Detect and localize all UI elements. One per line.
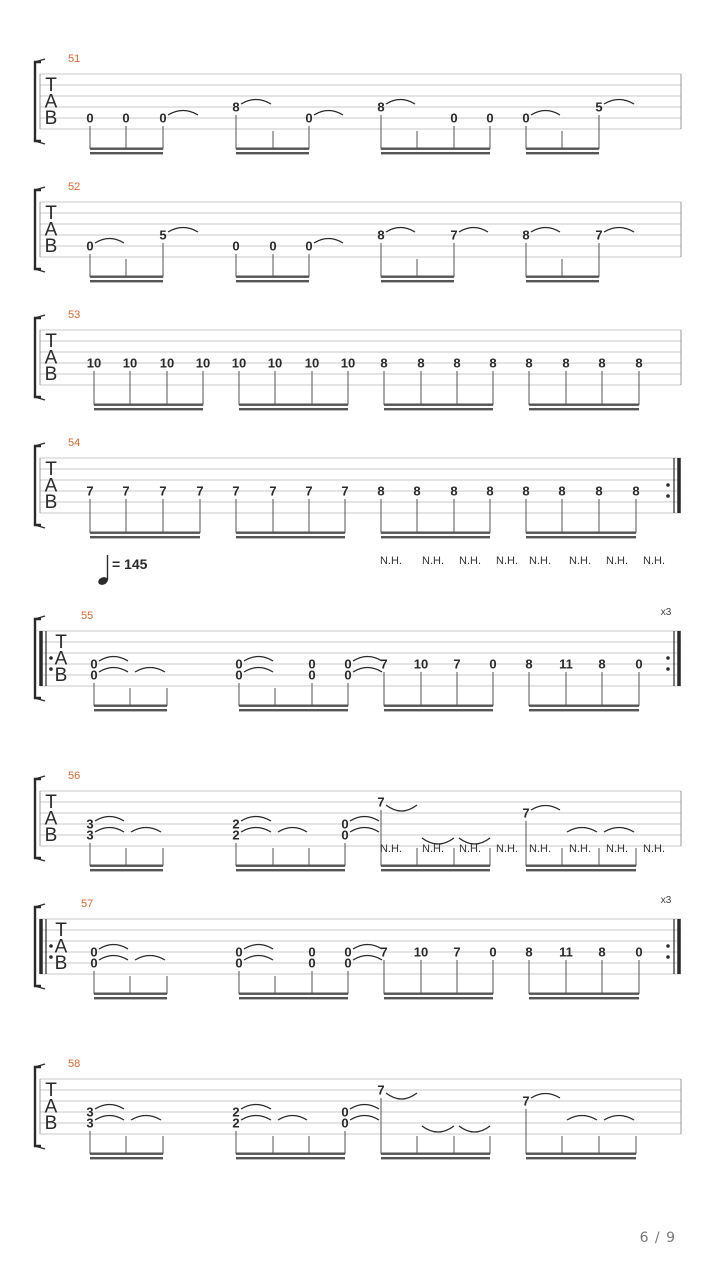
tie-arc <box>567 828 597 833</box>
fret-number: 0 <box>308 667 316 683</box>
beam-primary <box>90 1153 163 1155</box>
beam-secondary <box>381 536 490 538</box>
fret-number: 0 <box>635 656 643 672</box>
beam-primary <box>90 865 163 867</box>
fret-number: 5 <box>595 99 603 115</box>
beam-secondary <box>236 152 309 154</box>
repeat-count: x3 <box>660 895 672 906</box>
tie-arc <box>531 111 560 116</box>
tie-arc <box>241 1105 271 1110</box>
fret-number: 8 <box>598 355 606 371</box>
fret-number: 3 <box>86 1104 94 1120</box>
beam-primary <box>239 993 348 995</box>
tie-arc <box>95 239 124 244</box>
tie-arc <box>95 1116 124 1121</box>
tie-arc <box>531 1094 560 1099</box>
fret-number: 0 <box>235 955 243 971</box>
beam-secondary <box>239 997 348 999</box>
fret-number: 10 <box>304 355 320 371</box>
tab-clef-letter: A <box>44 1096 58 1118</box>
beam-primary <box>384 993 493 995</box>
tab-clef-letter: A <box>44 808 58 830</box>
fret-number: 0 <box>344 656 352 672</box>
tie-arc <box>353 945 382 950</box>
beam-secondary <box>526 280 599 282</box>
tie-arc <box>135 956 165 961</box>
tie-arc <box>314 239 343 244</box>
measure-number: 54 <box>68 437 81 449</box>
beam-primary <box>526 1153 636 1155</box>
fret-number: 0 <box>90 667 98 683</box>
tie-arc <box>131 828 161 833</box>
tie-arc <box>350 828 379 833</box>
tie-arc <box>168 228 198 233</box>
tie-arc <box>99 657 128 662</box>
tie-arc <box>95 1105 124 1110</box>
tie-arc <box>131 1116 161 1121</box>
fret-number: 7 <box>232 483 240 499</box>
fret-number: 0 <box>341 1104 349 1120</box>
tab-clef-letter: T <box>55 920 67 941</box>
fret-number: 0 <box>344 955 352 971</box>
beam-primary <box>529 993 639 995</box>
fret-number: 8 <box>558 483 566 499</box>
tab-clef-letter: A <box>44 475 58 497</box>
fret-number: 7 <box>522 805 530 821</box>
tie-arc <box>278 1116 307 1121</box>
natural-harmonic-label: N.H. <box>380 843 402 855</box>
beam-secondary <box>381 280 454 282</box>
natural-harmonic-label: N.H. <box>643 843 665 855</box>
page-indicator: 6 / 9 <box>639 1230 676 1246</box>
fret-number: 8 <box>598 944 606 960</box>
tie-arc <box>314 111 343 116</box>
tie-arc <box>241 100 271 105</box>
fret-number: 7 <box>380 656 388 672</box>
fret-number: 0 <box>235 944 243 960</box>
fret-number: 0 <box>86 110 94 126</box>
fret-number: 10 <box>413 944 429 960</box>
tie-arc <box>353 956 382 961</box>
tie-arc-under <box>459 1126 490 1132</box>
fret-number: 8 <box>489 355 497 371</box>
beam-primary <box>526 276 599 278</box>
natural-harmonic-label: N.H. <box>529 555 551 567</box>
fret-number: 8 <box>450 483 458 499</box>
tie-arc <box>604 1116 634 1121</box>
beam-primary <box>94 993 167 995</box>
natural-harmonic-label: N.H. <box>606 555 628 567</box>
fret-number: 0 <box>489 944 497 960</box>
fret-number: 8 <box>525 656 533 672</box>
tab-clef-letter: B <box>54 953 68 974</box>
beam-primary <box>381 532 490 534</box>
beam-secondary <box>526 869 636 871</box>
tie-arc <box>353 668 382 673</box>
tie-arc <box>244 668 273 673</box>
tie-arc <box>567 1116 597 1121</box>
natural-harmonic-label: N.H. <box>569 843 591 855</box>
natural-harmonic-label: N.H. <box>459 555 481 567</box>
beam-primary <box>90 148 163 150</box>
tie-arc <box>350 1105 379 1110</box>
natural-harmonic-label: N.H. <box>569 555 591 567</box>
fret-number: 10 <box>413 656 429 672</box>
beam-secondary <box>236 280 309 282</box>
fret-number: 8 <box>635 355 643 371</box>
fret-number: 10 <box>159 355 175 371</box>
beam-secondary <box>94 408 203 410</box>
tie-arc <box>241 828 271 833</box>
fret-number: 2 <box>232 816 240 832</box>
tie-arc <box>604 828 634 833</box>
tie-arc-under <box>422 1126 454 1132</box>
beam-secondary <box>239 408 348 410</box>
fret-number: 10 <box>122 355 138 371</box>
fret-number: 0 <box>489 656 497 672</box>
fret-number: 2 <box>232 1104 240 1120</box>
tab-clef-letter: B <box>44 825 58 846</box>
fret-number: 11 <box>559 944 573 960</box>
repeat-dot <box>49 944 53 948</box>
tab-clef-letter: B <box>44 108 58 129</box>
tab-clef-letter: T <box>45 331 57 352</box>
beam-primary <box>526 865 636 867</box>
fret-number: 8 <box>377 227 385 243</box>
tie-arc <box>459 228 488 233</box>
tie-arc-under <box>386 805 417 811</box>
fret-number: 0 <box>235 667 243 683</box>
beam-primary <box>94 404 203 406</box>
fret-number: 10 <box>267 355 283 371</box>
tab-clef-letter: T <box>45 459 57 480</box>
beam-secondary <box>236 869 345 871</box>
fret-number: 0 <box>308 944 316 960</box>
beam-primary <box>384 404 493 406</box>
tie-arc <box>350 817 379 822</box>
fret-number: 3 <box>86 816 94 832</box>
tab-clef-letter: B <box>44 1113 58 1134</box>
beam-secondary <box>526 1157 636 1159</box>
fret-number: 7 <box>522 1093 530 1109</box>
fret-number: 0 <box>344 944 352 960</box>
tie-arc <box>353 657 382 662</box>
measure-number: 55 <box>81 610 94 622</box>
fret-number: 0 <box>341 816 349 832</box>
beam-primary <box>90 276 163 278</box>
measure-number: 58 <box>68 1058 81 1070</box>
tie-arc-under <box>386 1093 417 1099</box>
fret-number: 3 <box>86 1115 94 1131</box>
tie-arc <box>99 945 128 950</box>
fret-number: 7 <box>453 656 461 672</box>
beam-secondary <box>90 869 163 871</box>
beam-primary <box>94 705 167 707</box>
measure-number: 53 <box>68 309 81 321</box>
beam-primary <box>526 148 599 150</box>
tab-clef-letter: B <box>54 665 68 686</box>
fret-number: 7 <box>196 483 204 499</box>
tab-clef-letter: T <box>55 632 67 653</box>
measure-number: 52 <box>68 181 81 193</box>
fret-number: 0 <box>232 238 240 254</box>
repeat-dot <box>666 955 670 959</box>
fret-number: 0 <box>90 944 98 960</box>
tab-clef-letter: T <box>45 1080 57 1101</box>
natural-harmonic-label: N.H. <box>459 843 481 855</box>
tie-arc <box>95 828 124 833</box>
tab-clef-letter: T <box>45 203 57 224</box>
tab-clef-letter: B <box>44 492 58 513</box>
fret-number: 8 <box>525 944 533 960</box>
tab-clef-letter: B <box>44 364 58 385</box>
repeat-dot <box>666 667 670 671</box>
tie-arc <box>386 100 415 105</box>
fret-number: 7 <box>341 483 349 499</box>
fret-number: 0 <box>308 955 316 971</box>
beam-primary <box>239 705 348 707</box>
tab-clef-letter: A <box>44 91 58 113</box>
tempo-value: = 145 <box>112 556 148 572</box>
beam-primary <box>381 148 490 150</box>
tie-arc <box>531 806 560 811</box>
fret-number: 8 <box>377 99 385 115</box>
fret-number: 0 <box>486 110 494 126</box>
beam-secondary <box>526 152 599 154</box>
measure-number: 57 <box>81 898 94 910</box>
fret-number: 0 <box>86 238 94 254</box>
natural-harmonic-label: N.H. <box>422 555 444 567</box>
natural-harmonic-label: N.H. <box>496 555 518 567</box>
fret-number: 0 <box>450 110 458 126</box>
beam-primary <box>236 276 309 278</box>
fret-number: 7 <box>269 483 277 499</box>
tie-arc <box>350 1116 379 1121</box>
fret-number: 8 <box>417 355 425 371</box>
fret-number: 7 <box>122 483 130 499</box>
beam-primary <box>236 148 309 150</box>
beam-primary <box>529 705 639 707</box>
tab-clef-letter: T <box>45 75 57 96</box>
fret-number: 7 <box>595 227 603 243</box>
beam-primary <box>381 1153 490 1155</box>
beam-secondary <box>384 709 493 711</box>
fret-number: 7 <box>453 944 461 960</box>
beam-primary <box>384 705 493 707</box>
fret-number: 7 <box>450 227 458 243</box>
tie-arc <box>604 100 634 105</box>
fret-number: 7 <box>86 483 94 499</box>
fret-number: 0 <box>90 656 98 672</box>
fret-number: 0 <box>305 110 313 126</box>
natural-harmonic-label: N.H. <box>422 843 444 855</box>
fret-number: 3 <box>86 827 94 843</box>
fret-number: 0 <box>159 110 167 126</box>
natural-harmonic-label: N.H. <box>606 843 628 855</box>
tie-arc <box>168 111 198 116</box>
fret-number: 0 <box>341 827 349 843</box>
beam-secondary <box>90 536 200 538</box>
beam-secondary <box>529 709 639 711</box>
tie-arc <box>244 956 273 961</box>
fret-number: 8 <box>453 355 461 371</box>
measure-number: 56 <box>68 770 81 782</box>
fret-number: 0 <box>522 110 530 126</box>
tab-clef-letter: A <box>44 347 58 369</box>
tie-arc <box>386 228 415 233</box>
fret-number: 8 <box>380 355 388 371</box>
fret-number: 0 <box>308 656 316 672</box>
beam-secondary <box>529 408 639 410</box>
tie-arc <box>135 668 165 673</box>
fret-number: 8 <box>522 227 530 243</box>
beam-primary <box>381 276 454 278</box>
fret-number: 10 <box>231 355 247 371</box>
tab-clef-letter: A <box>54 936 68 958</box>
beam-secondary <box>94 997 167 999</box>
fret-number: 2 <box>232 827 240 843</box>
beam-secondary <box>236 536 345 538</box>
fret-number: 8 <box>232 99 240 115</box>
natural-harmonic-label: N.H. <box>496 843 518 855</box>
tie-arc <box>244 945 273 950</box>
fret-number: 8 <box>598 656 606 672</box>
fret-number: 7 <box>380 944 388 960</box>
beam-secondary <box>526 536 636 538</box>
fret-number: 0 <box>235 656 243 672</box>
beam-secondary <box>384 408 493 410</box>
fret-number: 8 <box>562 355 570 371</box>
fret-number: 0 <box>90 955 98 971</box>
beam-secondary <box>384 997 493 999</box>
beam-primary <box>529 404 639 406</box>
beam-secondary <box>381 152 490 154</box>
natural-harmonic-label: N.H. <box>380 555 402 567</box>
tie-arc <box>95 817 124 822</box>
beam-secondary <box>529 997 639 999</box>
fret-number: 10 <box>340 355 356 371</box>
beam-secondary <box>239 709 348 711</box>
repeat-dot <box>666 494 670 498</box>
tie-arc <box>99 956 128 961</box>
beam-primary <box>236 532 345 534</box>
natural-harmonic-label: N.H. <box>643 555 665 567</box>
fret-number: 8 <box>522 483 530 499</box>
tab-clef-letter: B <box>44 236 58 257</box>
beam-primary <box>236 1153 345 1155</box>
tie-arc <box>531 228 560 233</box>
fret-number: 11 <box>559 656 573 672</box>
tab-clef-letter: T <box>45 792 57 813</box>
fret-number: 10 <box>195 355 211 371</box>
fret-number: 8 <box>486 483 494 499</box>
measure-number: 51 <box>68 53 81 65</box>
beam-secondary <box>381 1157 490 1159</box>
beam-primary <box>526 532 636 534</box>
fret-number: 0 <box>122 110 130 126</box>
fret-number: 7 <box>377 794 385 810</box>
beam-secondary <box>236 1157 345 1159</box>
fret-number: 0 <box>269 238 277 254</box>
tie-arc <box>278 828 307 833</box>
beam-secondary <box>90 280 163 282</box>
beam-primary <box>381 865 490 867</box>
fret-number: 0 <box>635 944 643 960</box>
tie-arc <box>241 1116 271 1121</box>
fret-number: 8 <box>632 483 640 499</box>
fret-number: 8 <box>413 483 421 499</box>
repeat-dot <box>666 944 670 948</box>
tab-clef-letter: A <box>54 648 68 670</box>
fret-number: 8 <box>377 483 385 499</box>
fret-number: 7 <box>305 483 313 499</box>
beam-secondary <box>90 1157 163 1159</box>
repeat-dot <box>666 483 670 487</box>
tie-arc <box>241 817 271 822</box>
fret-number: 10 <box>86 355 102 371</box>
fret-number: 8 <box>595 483 603 499</box>
beam-primary <box>239 404 348 406</box>
fret-number: 0 <box>344 667 352 683</box>
repeat-dot <box>666 656 670 660</box>
fret-number: 2 <box>232 1115 240 1131</box>
tie-arc <box>99 668 128 673</box>
beam-secondary <box>381 869 490 871</box>
beam-secondary <box>90 152 163 154</box>
fret-number: 7 <box>377 1082 385 1098</box>
tie-arc <box>604 228 634 233</box>
fret-number: 5 <box>159 227 167 243</box>
repeat-dot <box>49 955 53 959</box>
beam-primary <box>236 865 345 867</box>
tab-clef-letter: A <box>44 219 58 241</box>
beam-primary <box>90 532 200 534</box>
fret-number: 8 <box>525 355 533 371</box>
repeat-count: x3 <box>660 607 672 618</box>
fret-number: 0 <box>341 1115 349 1131</box>
natural-harmonic-label: N.H. <box>529 843 551 855</box>
repeat-dot <box>49 667 53 671</box>
fret-number: 0 <box>305 238 313 254</box>
tie-arc <box>244 657 273 662</box>
repeat-dot <box>49 656 53 660</box>
fret-number: 7 <box>159 483 167 499</box>
beam-secondary <box>94 709 167 711</box>
